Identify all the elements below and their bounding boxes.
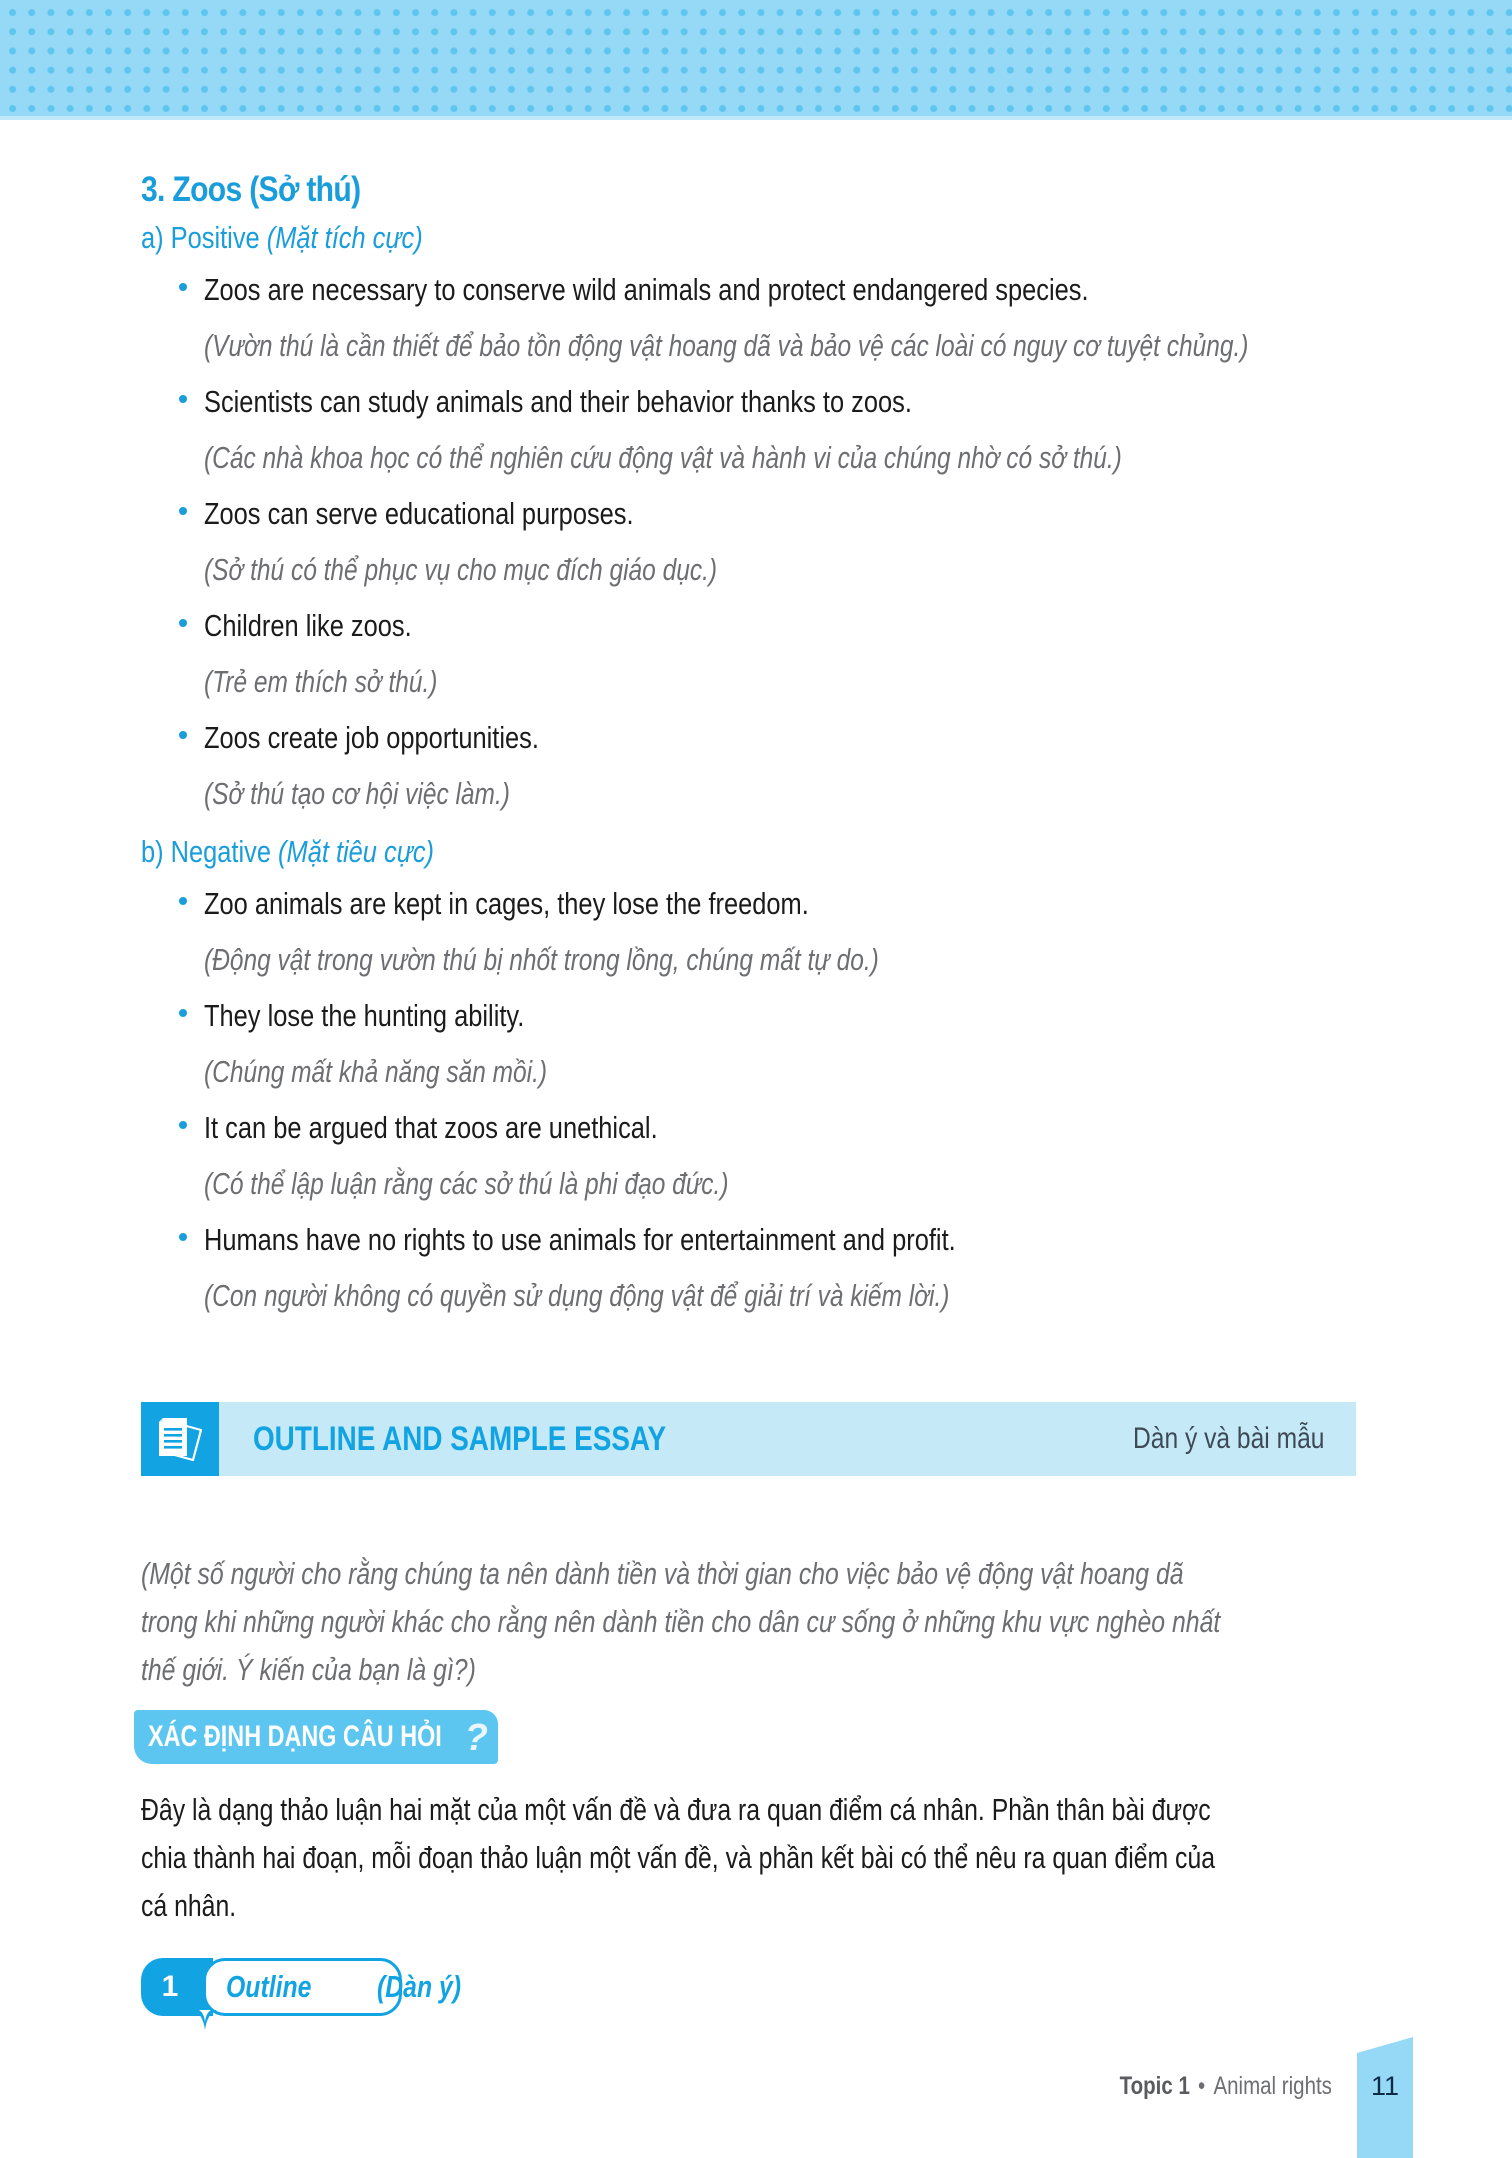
statement-en: They lose the hunting ability. (204, 998, 525, 1033)
list-item (141, 988, 1357, 1100)
bullet-icon (179, 619, 187, 627)
statement-vi: (Trẻ em thích sở thú.) (204, 664, 438, 699)
outline-sample-essay-banner (141, 1402, 1356, 1476)
positive-label: a) Positive (141, 220, 267, 255)
positive-label-vi: (Mặt tích cực) (266, 220, 423, 255)
bullet-icon (179, 897, 187, 905)
question-line: trong khi những người khác cho rằng nên dành tiền cho dân cư sống ở những khu vực nghèo nhất (141, 1604, 1221, 1639)
banner-title: OUTLINE AND SAMPLE ESSAY (253, 1420, 667, 1458)
statement-en: Zoos are necessary to conserve wild animals and protect endangered species. (204, 272, 1089, 307)
bullet-icon (179, 731, 187, 739)
footer-separator: • (1198, 2072, 1206, 2100)
page-number-tab (1357, 2037, 1413, 2158)
negative-label-vi: (Mặt tiêu cực) (278, 834, 435, 869)
list-item (141, 876, 1357, 988)
list-item (141, 1212, 1357, 1324)
explanation-line: Đây là dạng thảo luận hai mặt của một vấn đề và đưa ra quan điểm cá nhân. Phần thân bài được (141, 1792, 1211, 1827)
statement-en: Zoo animals are kept in cages, they lose the freedom. (204, 886, 809, 921)
running-footer (1120, 2066, 1332, 2106)
statement-en: Scientists can study animals and their behavior thanks to zoos. (204, 384, 912, 419)
speech-tail-icon (193, 2010, 217, 2030)
bullet-icon (179, 1233, 187, 1241)
question-line: (Một số người cho rằng chúng ta nên dành tiền và thời gian cho việc bảo vệ động vật hoang dã (141, 1556, 1184, 1591)
list-item (141, 374, 1357, 486)
negative-label: b) Negative (141, 834, 279, 869)
negative-heading (141, 830, 1138, 874)
zoos-section (141, 168, 1357, 1324)
list-item (141, 1100, 1357, 1212)
step-label: Outline (226, 1969, 312, 2004)
explanation-line: chia thành hai đoạn, mỗi đoạn thảo luận một vấn đề, và phần kết bài có thể nêu ra quan điểm của (141, 1840, 1216, 1875)
statement-vi: (Chúng mất khả năng săn mồi.) (204, 1054, 548, 1089)
explanation-line: cá nhân. (141, 1888, 237, 1923)
bullet-icon (179, 507, 187, 515)
step-number: 1 (161, 1970, 179, 2003)
question-type-label: XÁC ĐỊNH DẠNG CÂU HỎI (148, 1720, 442, 1753)
statement-vi: (Con người không có quyền sử dụng động vật để giải trí và kiếm lời.) (204, 1278, 950, 1313)
bullet-icon (179, 395, 187, 403)
bullet-icon (179, 283, 187, 291)
step-label-pill (203, 1958, 402, 2016)
bullet-icon (179, 1121, 187, 1129)
list-item (141, 486, 1357, 598)
bullet-icon (179, 1009, 187, 1017)
statement-en: Children like zoos. (204, 608, 412, 643)
section-heading: 3. Zoos (Sở thú) (141, 170, 361, 209)
footer-topic: Topic 1 (1119, 2072, 1190, 2100)
statement-vi: (Động vật trong vườn thú bị nhốt trong lồng, chúng mất tự do.) (204, 942, 879, 977)
positive-list (141, 262, 1357, 822)
statement-en: Humans have no rights to use animals for entertainment and profit. (204, 1222, 956, 1257)
step-label-vi: (Dàn ý) (377, 1969, 462, 2004)
positive-heading (141, 216, 1138, 260)
question-mark-icon: ? (464, 1717, 488, 1759)
document-icon (157, 1416, 205, 1462)
page-number: 11 (1370, 2071, 1400, 2101)
footer-title: Animal rights (1213, 2072, 1332, 2100)
statement-vi: (Có thể lập luận rằng các sở thú là phi đạo đức.) (204, 1166, 729, 1201)
question-type-tag (134, 1710, 498, 1764)
question-line: thế giới. Ý kiến của bạn là gì?) (141, 1652, 476, 1687)
question-type-explanation (141, 1786, 1357, 1930)
banner-subtitle: Dàn ý và bài mẫu (1132, 1422, 1324, 1455)
statement-vi: (Sở thú có thể phục vụ cho mục đích giáo dục.) (204, 552, 718, 587)
list-item (141, 710, 1357, 822)
list-item (141, 262, 1357, 374)
negative-list (141, 876, 1357, 1324)
statement-vi: (Các nhà khoa học có thể nghiên cứu động vật và hành vi của chúng nhờ có sở thú.) (204, 440, 1122, 475)
banner-icon-box (141, 1402, 219, 1476)
statement-en: Zoos create job opportunities. (204, 720, 539, 755)
header-dot-band (0, 0, 1512, 120)
statement-en: Zoos can serve educational purposes. (204, 496, 634, 531)
outline-step-badge (141, 1958, 561, 2038)
essay-question-translation (141, 1550, 1357, 1694)
list-item (141, 598, 1357, 710)
statement-en: It can be argued that zoos are unethical. (204, 1110, 658, 1145)
statement-vi: (Sở thú tạo cơ hội việc làm.) (204, 776, 510, 811)
statement-vi: (Vườn thú là cần thiết để bảo tồn động vật hoang dã và bảo vệ các loài có nguy cơ tuyệt chủng.) (204, 328, 1249, 363)
